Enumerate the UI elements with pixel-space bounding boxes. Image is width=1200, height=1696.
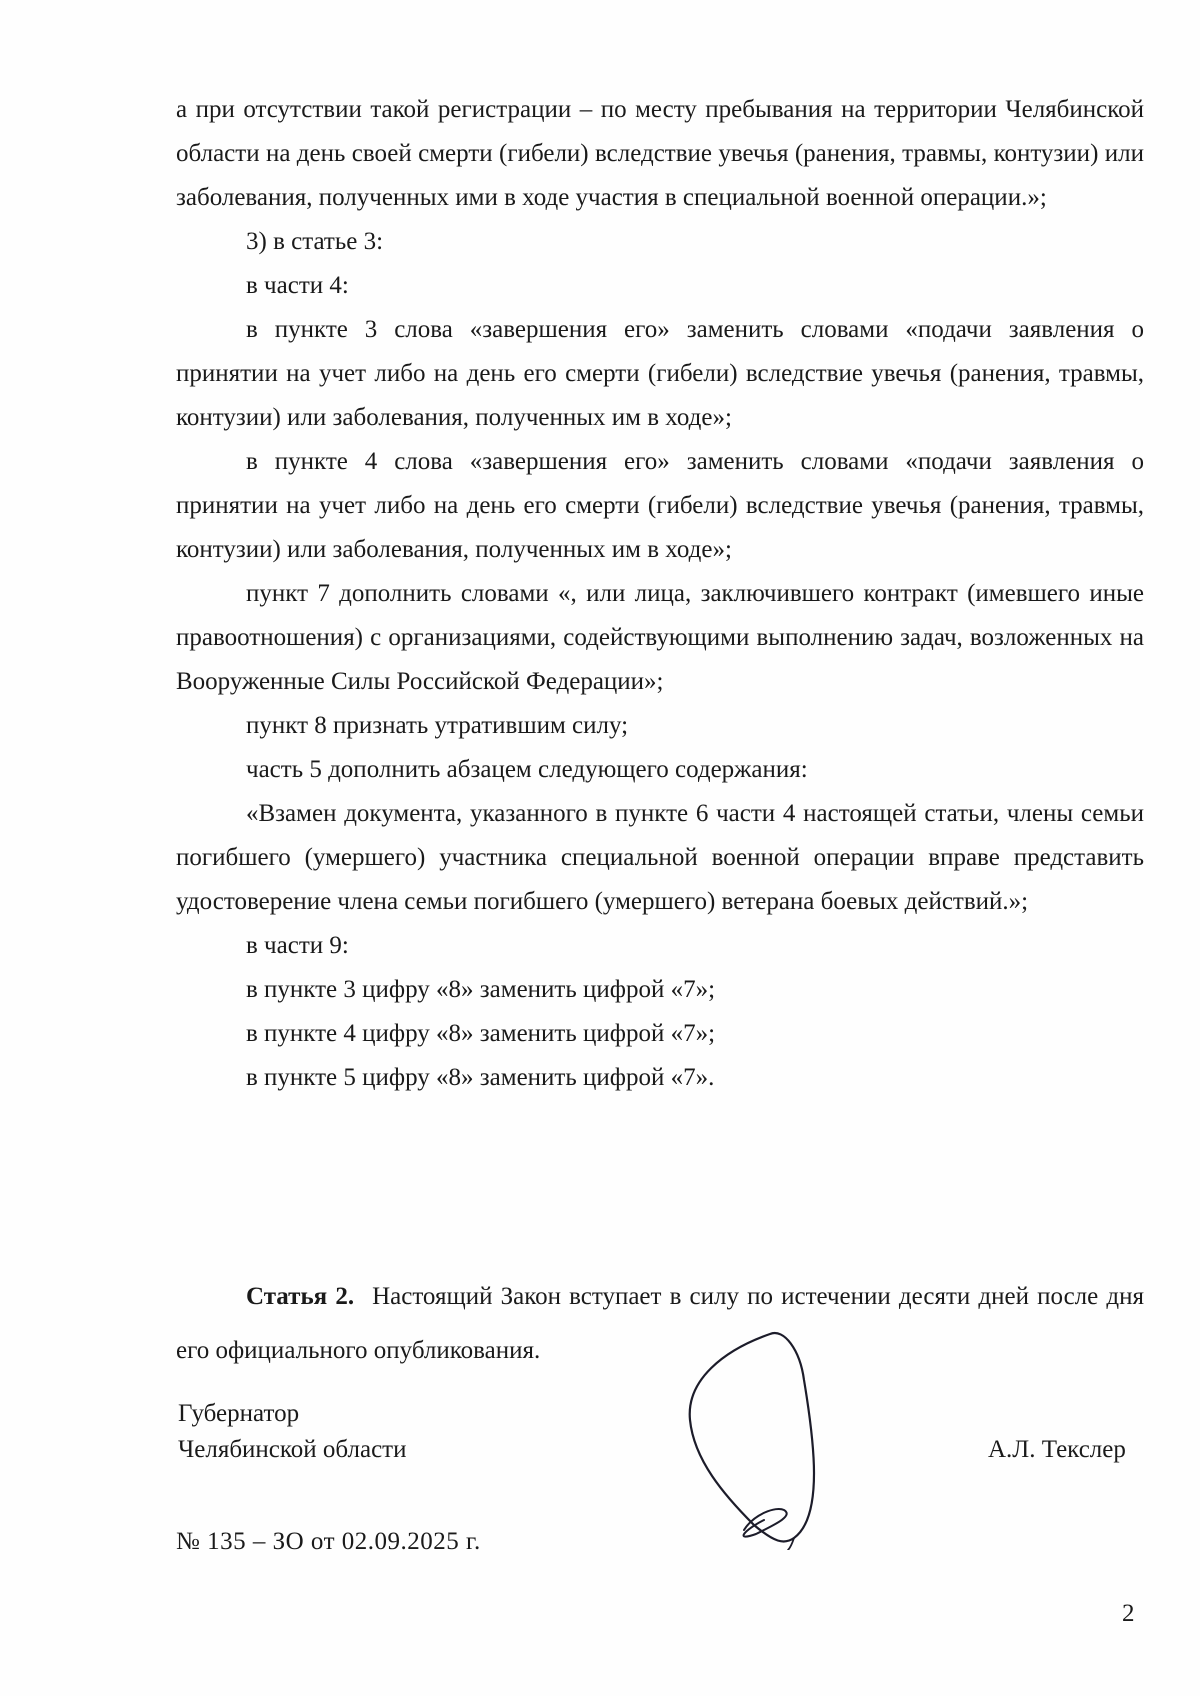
- article-label: Статья 2.: [246, 1283, 355, 1310]
- paragraph-part-9-header: в части 9:: [246, 932, 349, 959]
- article-text: Настоящий Закон вступает в силу по истечении десяти дней после дня его официального опубликования.: [176, 1283, 1144, 1364]
- paragraph-item-8: пункт 8 признать утратившим силу;: [246, 712, 629, 739]
- signatory-title-line2: Челябинской области: [178, 1436, 407, 1463]
- signatory-title: [178, 1396, 406, 1468]
- paragraph-item-3: в пункте 3 слова «завершения его» заменить словами «подачи заявления о принятии на учет либо на день его смерти (гибели) вследствие увечья (ранения, травмы, контузии) или заболевания, полученных им в ходе»;: [176, 316, 1144, 431]
- paragraph-part-9-item-4: в пункте 4 цифру «8» заменить цифрой «7»;: [246, 1020, 716, 1047]
- signatory-name: А.Л. Текслер: [988, 1436, 1126, 1463]
- paragraph-item-4: в пункте 4 слова «завершения его» заменить словами «подачи заявления о принятии на учет либо на день его смерти (гибели) вследствие увечья (ранения, травмы, контузии) или заболевания, полученных им в ходе»;: [176, 448, 1144, 563]
- paragraph-article-3-header: 3) в статье 3:: [246, 228, 384, 255]
- paragraph-part-9-item-5: в пункте 5 цифру «8» заменить цифрой «7».: [246, 1064, 715, 1091]
- paragraph-continuation: а при отсутствии такой регистрации – по месту пребывания на территории Челябинской области на день своей смерти (гибели) вследствие увечья (ранения, травмы, контузии) или заболевания, полученных ими в ходе участия в специальной военной операции.»;: [176, 96, 1144, 211]
- paragraph-part-4-header: в части 4:: [246, 272, 349, 299]
- paragraph-item-7: пункт 7 дополнить словами «, или лица, заключившего контракт (имевшего иные правоотношения) с организациями, содействующими выполнению задач, возложенных на Вооруженные Силы Российской Федерации»;: [176, 580, 1144, 695]
- paragraph-part-5: часть 5 дополнить абзацем следующего содержания:: [246, 756, 808, 783]
- paragraph-quote: «Взамен документа, указанного в пункте 6 части 4 настоящей статьи, члены семьи погибшего (умершего) участника специальной военной операции вправе представить удостоверение члена семьи погибшего (умершего) ветерана боевых действий.»;: [176, 800, 1144, 915]
- page-number: 2: [1122, 1600, 1135, 1627]
- handwritten-signature: [684, 1320, 884, 1550]
- document-body: [176, 88, 1144, 1100]
- signatory-title-line1: Губернатор: [178, 1400, 300, 1427]
- paragraph-part-9-item-3: в пункте 3 цифру «8» заменить цифрой «7»;: [246, 976, 716, 1003]
- law-number: № 135 – ЗО от 02.09.2025 г.: [176, 1528, 481, 1555]
- article-2: [176, 1270, 1144, 1378]
